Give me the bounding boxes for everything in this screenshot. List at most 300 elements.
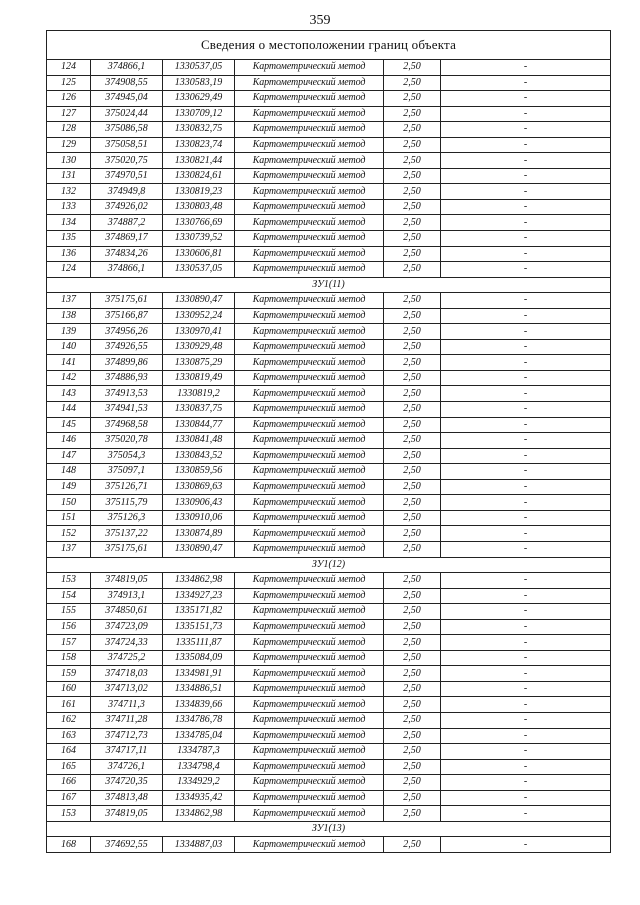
point-number-cell: 147 — [47, 448, 91, 464]
point-number-cell: 127 — [47, 106, 91, 122]
coordinate-y-cell: 1335111,87 — [163, 635, 235, 651]
accuracy-cell: 2,50 — [384, 168, 441, 184]
coordinate-y-cell: 1330821,44 — [163, 153, 235, 169]
note-cell: - — [441, 666, 611, 682]
note-cell: - — [441, 417, 611, 433]
note-cell: - — [441, 541, 611, 557]
accuracy-cell: 2,50 — [384, 464, 441, 480]
table-row — [47, 744, 611, 760]
note-cell: - — [441, 184, 611, 200]
accuracy-cell: 2,50 — [384, 293, 441, 309]
table-row — [47, 635, 611, 651]
point-number-cell: 124 — [47, 262, 91, 278]
table-row — [47, 433, 611, 449]
coordinate-x-cell: 374711,28 — [91, 712, 163, 728]
method-cell: Картометрический метод — [235, 199, 384, 215]
point-number-cell: 135 — [47, 231, 91, 247]
coordinate-x-cell: 374899,86 — [91, 355, 163, 371]
point-number-cell: 137 — [47, 293, 91, 309]
note-cell: - — [441, 744, 611, 760]
table-row — [47, 526, 611, 542]
point-number-cell: 124 — [47, 60, 91, 76]
note-cell: - — [441, 588, 611, 604]
coordinate-x-cell: 374834,26 — [91, 246, 163, 262]
coordinate-x-cell: 374956,26 — [91, 324, 163, 340]
method-cell: Картометрический метод — [235, 417, 384, 433]
boundary-coordinates-table — [46, 30, 611, 853]
point-number-cell: 130 — [47, 153, 91, 169]
accuracy-cell: 2,50 — [384, 339, 441, 355]
accuracy-cell: 2,50 — [384, 790, 441, 806]
point-number-cell: 154 — [47, 588, 91, 604]
point-number-cell: 153 — [47, 806, 91, 822]
table-row — [47, 806, 611, 822]
note-cell: - — [441, 246, 611, 262]
note-cell: - — [441, 339, 611, 355]
method-cell: Картометрический метод — [235, 790, 384, 806]
accuracy-cell: 2,50 — [384, 433, 441, 449]
point-number-cell: 129 — [47, 137, 91, 153]
coordinate-y-cell: 1334798,4 — [163, 759, 235, 775]
coordinate-y-cell: 1330844,77 — [163, 417, 235, 433]
coordinate-y-cell: 1330837,75 — [163, 402, 235, 418]
coordinate-x-cell: 375054,3 — [91, 448, 163, 464]
coordinate-x-cell: 374941,53 — [91, 402, 163, 418]
table-row — [47, 324, 611, 340]
point-number-cell: 146 — [47, 433, 91, 449]
point-number-cell: 139 — [47, 324, 91, 340]
coordinate-x-cell: 375126,3 — [91, 510, 163, 526]
method-cell: Картометрический метод — [235, 293, 384, 309]
method-cell: Картометрический метод — [235, 619, 384, 635]
table-row — [47, 184, 611, 200]
method-cell: Картометрический метод — [235, 402, 384, 418]
note-cell: - — [441, 231, 611, 247]
coordinate-y-cell: 1330890,47 — [163, 293, 235, 309]
note-cell: - — [441, 199, 611, 215]
note-cell: - — [441, 510, 611, 526]
note-cell: - — [441, 619, 611, 635]
table-row — [47, 681, 611, 697]
accuracy-cell: 2,50 — [384, 526, 441, 542]
coordinate-x-cell: 375058,51 — [91, 137, 163, 153]
table-row — [47, 153, 611, 169]
coordinate-x-cell: 375166,87 — [91, 308, 163, 324]
coordinate-x-cell: 375086,58 — [91, 122, 163, 138]
accuracy-cell: 2,50 — [384, 666, 441, 682]
section-label: ЗУ1(12) — [47, 557, 611, 573]
table-row — [47, 479, 611, 495]
coordinate-x-cell: 374913,1 — [91, 588, 163, 604]
table-row — [47, 246, 611, 262]
point-number-cell: 161 — [47, 697, 91, 713]
coordinate-y-cell: 1330819,2 — [163, 386, 235, 402]
table-row — [47, 308, 611, 324]
point-number-cell: 140 — [47, 339, 91, 355]
table-row — [47, 790, 611, 806]
table-row — [47, 604, 611, 620]
method-cell: Картометрический метод — [235, 775, 384, 791]
coordinate-y-cell: 1330952,24 — [163, 308, 235, 324]
coordinate-y-cell: 1330709,12 — [163, 106, 235, 122]
accuracy-cell: 2,50 — [384, 650, 441, 666]
table-row — [47, 712, 611, 728]
coordinate-y-cell: 1330874,89 — [163, 526, 235, 542]
coordinate-y-cell: 1330583,19 — [163, 75, 235, 91]
section-row — [47, 557, 611, 573]
note-cell: - — [441, 433, 611, 449]
method-cell: Картометрический метод — [235, 806, 384, 822]
accuracy-cell: 2,50 — [384, 573, 441, 589]
point-number-cell: 132 — [47, 184, 91, 200]
method-cell: Картометрический метод — [235, 666, 384, 682]
accuracy-cell: 2,50 — [384, 479, 441, 495]
point-number-cell: 141 — [47, 355, 91, 371]
table-row — [47, 728, 611, 744]
note-cell: - — [441, 324, 611, 340]
point-number-cell: 128 — [47, 122, 91, 138]
coordinate-y-cell: 1330766,69 — [163, 215, 235, 231]
method-cell: Картометрический метод — [235, 262, 384, 278]
method-cell: Картометрический метод — [235, 308, 384, 324]
note-cell: - — [441, 759, 611, 775]
point-number-cell: 159 — [47, 666, 91, 682]
accuracy-cell: 2,50 — [384, 122, 441, 138]
method-cell: Картометрический метод — [235, 728, 384, 744]
method-cell: Картометрический метод — [235, 479, 384, 495]
coordinate-x-cell: 374866,1 — [91, 262, 163, 278]
accuracy-cell: 2,50 — [384, 495, 441, 511]
coordinate-x-cell: 374723,09 — [91, 619, 163, 635]
page-number: 359 — [309, 13, 331, 28]
method-cell: Картометрический метод — [235, 184, 384, 200]
accuracy-cell: 2,50 — [384, 262, 441, 278]
coordinate-x-cell: 374926,02 — [91, 199, 163, 215]
coordinate-y-cell: 1330823,74 — [163, 137, 235, 153]
point-number-cell: 160 — [47, 681, 91, 697]
coordinate-y-cell: 1334786,78 — [163, 712, 235, 728]
point-number-cell: 138 — [47, 308, 91, 324]
table-row — [47, 666, 611, 682]
coordinate-y-cell: 1330606,81 — [163, 246, 235, 262]
section-label: ЗУ1(11) — [47, 277, 611, 293]
method-cell: Картометрический метод — [235, 573, 384, 589]
table-row — [47, 199, 611, 215]
table-row — [47, 262, 611, 278]
table-row — [47, 215, 611, 231]
point-number-cell: 143 — [47, 386, 91, 402]
coordinate-y-cell: 1334862,98 — [163, 806, 235, 822]
accuracy-cell: 2,50 — [384, 712, 441, 728]
point-number-cell: 163 — [47, 728, 91, 744]
table-row — [47, 91, 611, 107]
coordinate-y-cell: 1334787,3 — [163, 744, 235, 760]
note-cell: - — [441, 712, 611, 728]
coordinate-x-cell: 374724,33 — [91, 635, 163, 651]
coordinate-y-cell: 1330832,75 — [163, 122, 235, 138]
note-cell: - — [441, 728, 611, 744]
point-number-cell: 168 — [47, 837, 91, 853]
note-cell: - — [441, 293, 611, 309]
table-row — [47, 495, 611, 511]
coordinate-y-cell: 1330890,47 — [163, 541, 235, 557]
coordinate-x-cell: 374711,3 — [91, 697, 163, 713]
note-cell: - — [441, 495, 611, 511]
coordinate-y-cell: 1335084,09 — [163, 650, 235, 666]
method-cell: Картометрический метод — [235, 137, 384, 153]
table-row — [47, 75, 611, 91]
table-heading: Сведения о местоположении границ объекта — [47, 31, 611, 60]
coordinate-x-cell: 374717,11 — [91, 744, 163, 760]
point-number-cell: 134 — [47, 215, 91, 231]
coordinate-y-cell: 1330819,23 — [163, 184, 235, 200]
point-number-cell: 151 — [47, 510, 91, 526]
coordinate-y-cell: 1334862,98 — [163, 573, 235, 589]
point-number-cell: 142 — [47, 370, 91, 386]
accuracy-cell: 2,50 — [384, 75, 441, 91]
accuracy-cell: 2,50 — [384, 588, 441, 604]
coordinate-y-cell: 1330929,48 — [163, 339, 235, 355]
coordinate-y-cell: 1335151,73 — [163, 619, 235, 635]
accuracy-cell: 2,50 — [384, 744, 441, 760]
point-number-cell: 126 — [47, 91, 91, 107]
point-number-cell: 149 — [47, 479, 91, 495]
method-cell: Картометрический метод — [235, 448, 384, 464]
coordinate-y-cell: 1334981,91 — [163, 666, 235, 682]
method-cell: Картометрический метод — [235, 106, 384, 122]
section-row — [47, 821, 611, 837]
note-cell: - — [441, 168, 611, 184]
coordinate-y-cell: 1330537,05 — [163, 262, 235, 278]
coordinate-y-cell: 1330843,52 — [163, 448, 235, 464]
method-cell: Картометрический метод — [235, 386, 384, 402]
accuracy-cell: 2,50 — [384, 137, 441, 153]
note-cell: - — [441, 697, 611, 713]
note-cell: - — [441, 370, 611, 386]
point-number-cell: 162 — [47, 712, 91, 728]
coordinate-y-cell: 1334886,51 — [163, 681, 235, 697]
table-row — [47, 339, 611, 355]
method-cell: Картометрический метод — [235, 604, 384, 620]
coordinate-x-cell: 374945,04 — [91, 91, 163, 107]
point-number-cell: 167 — [47, 790, 91, 806]
accuracy-cell: 2,50 — [384, 541, 441, 557]
coordinate-y-cell: 1330859,56 — [163, 464, 235, 480]
accuracy-cell: 2,50 — [384, 806, 441, 822]
note-cell: - — [441, 402, 611, 418]
table-row — [47, 60, 611, 76]
point-number-cell: 136 — [47, 246, 91, 262]
accuracy-cell: 2,50 — [384, 619, 441, 635]
note-cell: - — [441, 479, 611, 495]
coordinate-y-cell: 1330739,52 — [163, 231, 235, 247]
method-cell: Картометрический метод — [235, 510, 384, 526]
table-row — [47, 168, 611, 184]
accuracy-cell: 2,50 — [384, 510, 441, 526]
accuracy-cell: 2,50 — [384, 370, 441, 386]
table-heading-row — [47, 31, 611, 60]
accuracy-cell: 2,50 — [384, 697, 441, 713]
accuracy-cell: 2,50 — [384, 448, 441, 464]
accuracy-cell: 2,50 — [384, 604, 441, 620]
accuracy-cell: 2,50 — [384, 759, 441, 775]
table-row — [47, 837, 611, 853]
coordinate-y-cell: 1330803,48 — [163, 199, 235, 215]
coordinate-y-cell: 1330629,49 — [163, 91, 235, 107]
note-cell: - — [441, 775, 611, 791]
method-cell: Картометрический метод — [235, 526, 384, 542]
coordinate-x-cell: 374866,1 — [91, 60, 163, 76]
method-cell: Картометрический метод — [235, 370, 384, 386]
section-row — [47, 277, 611, 293]
coordinate-x-cell: 375126,71 — [91, 479, 163, 495]
accuracy-cell: 2,50 — [384, 417, 441, 433]
note-cell: - — [441, 526, 611, 542]
section-label: ЗУ1(13) — [47, 821, 611, 837]
coordinate-y-cell: 1330841,48 — [163, 433, 235, 449]
coordinate-x-cell: 375020,78 — [91, 433, 163, 449]
coordinate-x-cell: 374850,61 — [91, 604, 163, 620]
coordinate-x-cell: 375097,1 — [91, 464, 163, 480]
accuracy-cell: 2,50 — [384, 386, 441, 402]
coordinate-x-cell: 374949,8 — [91, 184, 163, 200]
accuracy-cell: 2,50 — [384, 106, 441, 122]
accuracy-cell: 2,50 — [384, 635, 441, 651]
method-cell: Картометрический метод — [235, 355, 384, 371]
method-cell: Картометрический метод — [235, 744, 384, 760]
coordinate-y-cell: 1330875,29 — [163, 355, 235, 371]
method-cell: Картометрический метод — [235, 759, 384, 775]
note-cell: - — [441, 308, 611, 324]
table-row — [47, 402, 611, 418]
point-number-cell: 156 — [47, 619, 91, 635]
accuracy-cell: 2,50 — [384, 215, 441, 231]
accuracy-cell: 2,50 — [384, 324, 441, 340]
method-cell: Картометрический метод — [235, 60, 384, 76]
point-number-cell: 144 — [47, 402, 91, 418]
method-cell: Картометрический метод — [235, 153, 384, 169]
note-cell: - — [441, 215, 611, 231]
table-row — [47, 355, 611, 371]
table-row — [47, 293, 611, 309]
note-cell: - — [441, 573, 611, 589]
point-number-cell: 137 — [47, 541, 91, 557]
point-number-cell: 131 — [47, 168, 91, 184]
coordinate-y-cell: 1330819,49 — [163, 370, 235, 386]
accuracy-cell: 2,50 — [384, 231, 441, 247]
point-number-cell: 157 — [47, 635, 91, 651]
table-row — [47, 650, 611, 666]
coordinate-y-cell: 1330824,61 — [163, 168, 235, 184]
table-row — [47, 775, 611, 791]
note-cell: - — [441, 137, 611, 153]
method-cell: Картометрический метод — [235, 464, 384, 480]
coordinate-x-cell: 374819,05 — [91, 806, 163, 822]
coordinate-x-cell: 374720,35 — [91, 775, 163, 791]
coordinate-x-cell: 375024,44 — [91, 106, 163, 122]
point-number-cell: 148 — [47, 464, 91, 480]
coordinate-y-cell: 1330869,63 — [163, 479, 235, 495]
method-cell: Картометрический метод — [235, 650, 384, 666]
coordinate-x-cell: 374970,51 — [91, 168, 163, 184]
note-cell: - — [441, 635, 611, 651]
table-row — [47, 448, 611, 464]
accuracy-cell: 2,50 — [384, 91, 441, 107]
coordinate-x-cell: 374712,73 — [91, 728, 163, 744]
note-cell: - — [441, 106, 611, 122]
coordinate-y-cell: 1330906,43 — [163, 495, 235, 511]
accuracy-cell: 2,50 — [384, 184, 441, 200]
coordinate-y-cell: 1334929,2 — [163, 775, 235, 791]
coordinate-x-cell: 375175,61 — [91, 541, 163, 557]
point-number-cell: 155 — [47, 604, 91, 620]
note-cell: - — [441, 806, 611, 822]
method-cell: Картометрический метод — [235, 541, 384, 557]
coordinate-y-cell: 1330970,41 — [163, 324, 235, 340]
point-number-cell: 125 — [47, 75, 91, 91]
table-row — [47, 697, 611, 713]
note-cell: - — [441, 464, 611, 480]
point-number-cell: 152 — [47, 526, 91, 542]
point-number-cell: 165 — [47, 759, 91, 775]
table-row — [47, 759, 611, 775]
accuracy-cell: 2,50 — [384, 60, 441, 76]
note-cell: - — [441, 60, 611, 76]
coordinate-x-cell: 374819,05 — [91, 573, 163, 589]
note-cell: - — [441, 386, 611, 402]
coordinate-x-cell: 374713,02 — [91, 681, 163, 697]
table-row — [47, 510, 611, 526]
point-number-cell: 164 — [47, 744, 91, 760]
accuracy-cell: 2,50 — [384, 402, 441, 418]
coordinate-x-cell: 374726,1 — [91, 759, 163, 775]
accuracy-cell: 2,50 — [384, 308, 441, 324]
note-cell: - — [441, 650, 611, 666]
method-cell: Картометрический метод — [235, 495, 384, 511]
method-cell: Картометрический метод — [235, 231, 384, 247]
method-cell: Картометрический метод — [235, 215, 384, 231]
coordinate-x-cell: 374886,93 — [91, 370, 163, 386]
coordinate-y-cell: 1335171,82 — [163, 604, 235, 620]
table-row — [47, 619, 611, 635]
coordinate-x-cell: 375175,61 — [91, 293, 163, 309]
table-row — [47, 588, 611, 604]
point-number-cell: 153 — [47, 573, 91, 589]
method-cell: Картометрический метод — [235, 324, 384, 340]
table-row — [47, 464, 611, 480]
note-cell: - — [441, 91, 611, 107]
method-cell: Картометрический метод — [235, 681, 384, 697]
table-row — [47, 106, 611, 122]
note-cell: - — [441, 681, 611, 697]
accuracy-cell: 2,50 — [384, 728, 441, 744]
coordinate-y-cell: 1334839,66 — [163, 697, 235, 713]
note-cell: - — [441, 262, 611, 278]
coordinate-x-cell: 374692,55 — [91, 837, 163, 853]
note-cell: - — [441, 75, 611, 91]
method-cell: Картометрический метод — [235, 712, 384, 728]
coordinate-x-cell: 374725,2 — [91, 650, 163, 666]
table-row — [47, 573, 611, 589]
point-number-cell: 158 — [47, 650, 91, 666]
accuracy-cell: 2,50 — [384, 775, 441, 791]
coordinate-x-cell: 374718,03 — [91, 666, 163, 682]
note-cell: - — [441, 604, 611, 620]
method-cell: Картометрический метод — [235, 75, 384, 91]
accuracy-cell: 2,50 — [384, 837, 441, 853]
coordinate-x-cell: 375115,79 — [91, 495, 163, 511]
note-cell: - — [441, 790, 611, 806]
